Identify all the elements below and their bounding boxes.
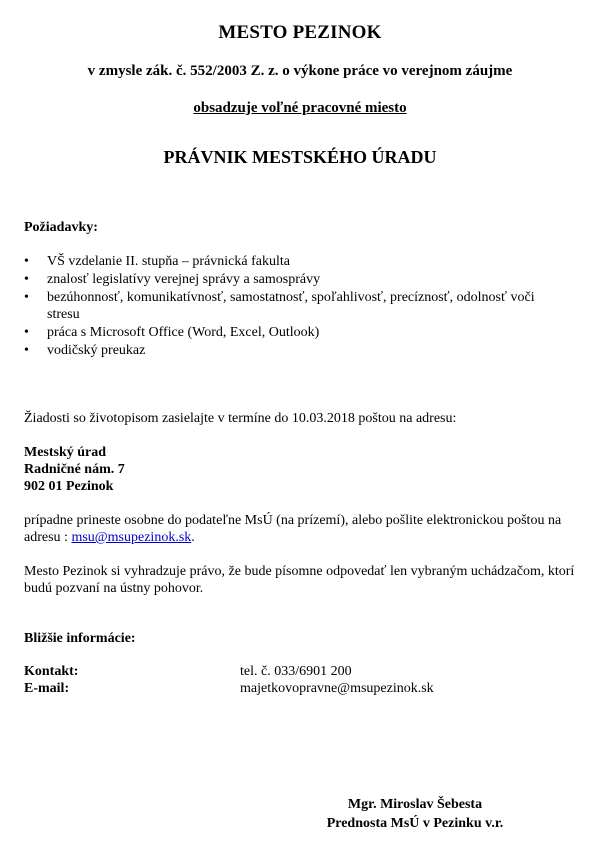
address-line: Radničné nám. 7 bbox=[24, 462, 125, 477]
requirement-text: znalosť legislatívy verejnej správy a samosprávy bbox=[47, 272, 321, 287]
requirements-list bbox=[24, 253, 564, 360]
list-item bbox=[24, 289, 564, 323]
bullet-icon: • bbox=[24, 254, 29, 269]
position-title: PRÁVNIK MESTSKÉHO ÚRADU bbox=[163, 147, 437, 167]
requirement-text: bezúhonnosť, komunikatívnosť, samostatnosť, spoľahlivosť, precíznosť, odolnosť voči stresu bbox=[47, 290, 535, 322]
contact-row bbox=[24, 663, 584, 680]
page-title: MESTO PEZINOK bbox=[218, 22, 382, 43]
email-link[interactable]: msu@msupezinok.sk bbox=[71, 530, 192, 545]
list-item bbox=[24, 324, 564, 341]
selection-notice: Mesto Pezinok si vyhradzuje právo, že bude písomne odpovedať len vybraným uchádzačom, ktorí budú pozvaní na ústny pohovor. bbox=[24, 564, 575, 596]
contact-phone: tel. č. 033/6901 200 bbox=[240, 664, 352, 679]
sentence-end: . bbox=[191, 530, 195, 545]
address-line: Mestský úrad bbox=[24, 445, 107, 460]
signatory-role: Prednosta MsÚ v Pezinku v.r. bbox=[326, 816, 504, 831]
address-line: 902 01 Pezinok bbox=[24, 479, 114, 494]
bullet-icon: • bbox=[24, 272, 29, 287]
list-item bbox=[24, 342, 564, 359]
requirements-heading: Požiadavky: bbox=[24, 220, 98, 235]
law-reference: v zmysle zák. č. 552/2003 Z. z. o výkone práce vo verejnom záujme bbox=[87, 63, 513, 79]
requirement-text: VŠ vzdelanie II. stupňa – právnická fakulta bbox=[47, 254, 290, 269]
requirement-text: vodičský preukaz bbox=[47, 343, 146, 358]
application-instructions: Žiadosti so životopisom zasielajte v termíne do 10.03.2018 poštou na adresu: bbox=[24, 411, 457, 426]
list-item bbox=[24, 253, 564, 270]
email-row bbox=[24, 680, 584, 697]
alternative-submission bbox=[24, 512, 580, 546]
announcement-line: obsadzuje voľné pracovné miesto bbox=[193, 100, 407, 116]
more-info-heading: Bližšie informácie: bbox=[24, 631, 136, 646]
list-item bbox=[24, 271, 564, 288]
bullet-icon: • bbox=[24, 325, 29, 340]
contact-label: Kontakt: bbox=[24, 664, 79, 679]
bullet-icon: • bbox=[24, 290, 29, 305]
alternative-text: prípadne prineste osobne do podateľne MsÚ (na prízemí), alebo pošlite elektronickou poštou na adresu : bbox=[24, 513, 562, 545]
requirement-text: práca s Microsoft Office (Word, Excel, Outlook) bbox=[47, 325, 320, 340]
signatory-name: Mgr. Miroslav Šebesta bbox=[347, 797, 483, 812]
email-label: E-mail: bbox=[24, 681, 70, 696]
email-address: majetkovopravne@msupezinok.sk bbox=[240, 681, 434, 696]
postal-address bbox=[24, 444, 125, 495]
bullet-icon: • bbox=[24, 343, 29, 358]
